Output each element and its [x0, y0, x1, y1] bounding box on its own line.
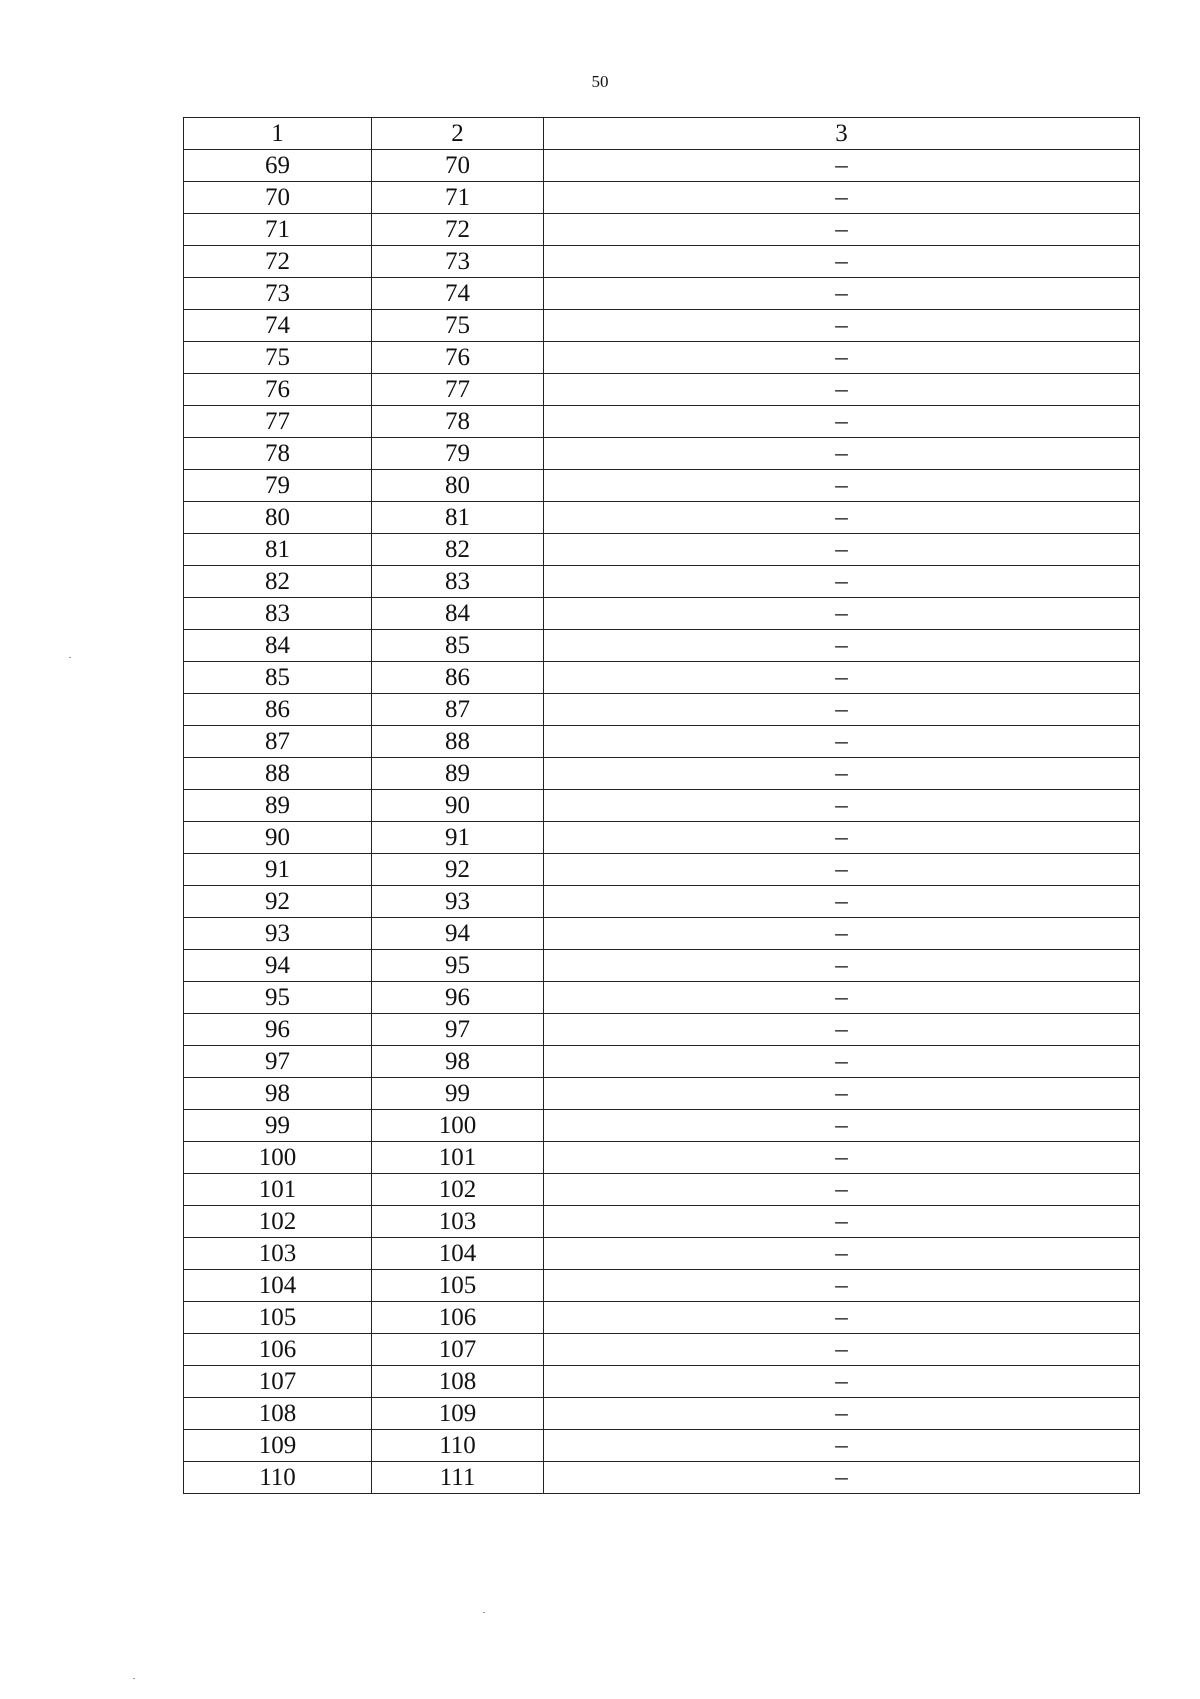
table-row — [184, 182, 1140, 214]
table-row — [184, 1174, 1140, 1206]
table-row — [184, 694, 1140, 726]
table-row — [184, 214, 1140, 246]
table-row — [184, 918, 1140, 950]
table-row — [184, 1046, 1140, 1078]
table-row — [184, 310, 1140, 342]
table-row — [184, 406, 1140, 438]
table-row — [184, 1238, 1140, 1270]
table-cell-col1: 103 — [184, 1238, 372, 1270]
table-cell-col3: – — [544, 854, 1140, 886]
table-body — [184, 118, 1140, 1494]
table-cell-col1: 99 — [184, 1110, 372, 1142]
table-cell-col3: – — [544, 246, 1140, 278]
table-cell-col3: – — [544, 534, 1140, 566]
table-row — [184, 566, 1140, 598]
table-cell-col2: 101 — [372, 1142, 544, 1174]
table-cell-col2: 111 — [372, 1462, 544, 1494]
table-cell-col1: 108 — [184, 1398, 372, 1430]
table-row — [184, 822, 1140, 854]
table-cell-col2: 91 — [372, 822, 544, 854]
table-cell-col1: 105 — [184, 1302, 372, 1334]
table-row — [184, 278, 1140, 310]
table-row — [184, 854, 1140, 886]
table-cell-col1: 106 — [184, 1334, 372, 1366]
table-cell-col3: – — [544, 1046, 1140, 1078]
table-cell-col3: – — [544, 1238, 1140, 1270]
table-cell-col3: – — [544, 182, 1140, 214]
table-cell-col2: 78 — [372, 406, 544, 438]
table-row — [184, 1270, 1140, 1302]
table-row — [184, 598, 1140, 630]
table-cell-col3: – — [544, 1398, 1140, 1430]
table-cell-col1: 73 — [184, 278, 372, 310]
table-row — [184, 886, 1140, 918]
table-row — [184, 950, 1140, 982]
table-cell-col2: 79 — [372, 438, 544, 470]
table-cell-col3: – — [544, 150, 1140, 182]
table-cell-col1: 104 — [184, 1270, 372, 1302]
table-row — [184, 470, 1140, 502]
table-cell-col3: – — [544, 758, 1140, 790]
table-cell-col1: 77 — [184, 406, 372, 438]
table-cell-col1: 102 — [184, 1206, 372, 1238]
table-cell-col1: 98 — [184, 1078, 372, 1110]
table-cell-col2: 107 — [372, 1334, 544, 1366]
table-row — [184, 150, 1140, 182]
table-cell-col2: 89 — [372, 758, 544, 790]
table-cell-col1: 97 — [184, 1046, 372, 1078]
table-row — [184, 502, 1140, 534]
table-cell-col1: 101 — [184, 1174, 372, 1206]
table-cell-col3: – — [544, 278, 1140, 310]
table-cell-col1: 88 — [184, 758, 372, 790]
scan-speck — [133, 1678, 135, 1679]
table-cell-col3: – — [544, 342, 1140, 374]
table-cell-col3: – — [544, 502, 1140, 534]
table-cell-col1: 83 — [184, 598, 372, 630]
table-row — [184, 726, 1140, 758]
table-cell-col1: 110 — [184, 1462, 372, 1494]
table-row — [184, 662, 1140, 694]
table-cell-col2: 104 — [372, 1238, 544, 1270]
table-cell-col2: 110 — [372, 1430, 544, 1462]
table-cell-col3: – — [544, 1078, 1140, 1110]
table-cell-col1: 76 — [184, 374, 372, 406]
table-row — [184, 1430, 1140, 1462]
table-cell-col1: 100 — [184, 1142, 372, 1174]
table-cell-col1: 85 — [184, 662, 372, 694]
table-cell-col2: 96 — [372, 982, 544, 1014]
table-cell-col1: 75 — [184, 342, 372, 374]
table-cell-col2: 73 — [372, 246, 544, 278]
page-number: 50 — [591, 72, 609, 91]
table-row — [184, 342, 1140, 374]
scan-speck — [69, 657, 71, 658]
table-cell-col1: 94 — [184, 950, 372, 982]
table-cell-col1: 109 — [184, 1430, 372, 1462]
table-cell-col2: 97 — [372, 1014, 544, 1046]
table-cell-col1: 74 — [184, 310, 372, 342]
table-row — [184, 758, 1140, 790]
table-cell-col2: 87 — [372, 694, 544, 726]
table-cell-col2: 93 — [372, 886, 544, 918]
table-cell-col3: – — [544, 630, 1140, 662]
scan-speck — [483, 1612, 485, 1613]
table-cell-col2: 102 — [372, 1174, 544, 1206]
table-cell-col1: 80 — [184, 502, 372, 534]
table-cell-col2: 106 — [372, 1302, 544, 1334]
table-cell-col2: 80 — [372, 470, 544, 502]
table-row — [184, 982, 1140, 1014]
table-cell-col2: 86 — [372, 662, 544, 694]
table-cell-col1: 92 — [184, 886, 372, 918]
table-cell-col2: 71 — [372, 182, 544, 214]
table-row — [184, 790, 1140, 822]
table-cell-col2: 70 — [372, 150, 544, 182]
table-cell-col2: 88 — [372, 726, 544, 758]
table-cell-col3: – — [544, 1334, 1140, 1366]
table-row — [184, 1398, 1140, 1430]
table-cell-col1: 107 — [184, 1366, 372, 1398]
table-cell-col3: – — [544, 790, 1140, 822]
table-cell-col2: 81 — [372, 502, 544, 534]
table-cell-col2: 83 — [372, 566, 544, 598]
table-cell-col2: 77 — [372, 374, 544, 406]
header-cell-2: 2 — [372, 118, 544, 150]
table-cell-col3: – — [544, 726, 1140, 758]
table-cell-col3: – — [544, 886, 1140, 918]
table-row — [184, 1110, 1140, 1142]
table-cell-col2: 75 — [372, 310, 544, 342]
table-cell-col2: 74 — [372, 278, 544, 310]
table-row — [184, 1302, 1140, 1334]
table-row — [184, 246, 1140, 278]
table-cell-col2: 85 — [372, 630, 544, 662]
table-cell-col2: 84 — [372, 598, 544, 630]
table-cell-col3: – — [544, 566, 1140, 598]
table-row — [184, 1142, 1140, 1174]
table-cell-col3: – — [544, 1430, 1140, 1462]
table-cell-col2: 90 — [372, 790, 544, 822]
table-cell-col3: – — [544, 438, 1140, 470]
table-cell-col2: 82 — [372, 534, 544, 566]
table-cell-col3: – — [544, 214, 1140, 246]
table-row — [184, 1334, 1140, 1366]
table-cell-col3: – — [544, 822, 1140, 854]
table-cell-col3: – — [544, 918, 1140, 950]
table-cell-col3: – — [544, 1206, 1140, 1238]
table-cell-col3: – — [544, 1174, 1140, 1206]
table-cell-col2: 108 — [372, 1366, 544, 1398]
table-cell-col3: – — [544, 1462, 1140, 1494]
table-cell-col1: 71 — [184, 214, 372, 246]
table-row — [184, 630, 1140, 662]
table-cell-col3: – — [544, 662, 1140, 694]
table-cell-col3: – — [544, 470, 1140, 502]
table-cell-col3: – — [544, 694, 1140, 726]
table-cell-col3: – — [544, 1142, 1140, 1174]
table-header-row — [184, 118, 1140, 150]
table-row — [184, 438, 1140, 470]
table-cell-col1: 93 — [184, 918, 372, 950]
table-cell-col3: – — [544, 374, 1140, 406]
table-cell-col1: 78 — [184, 438, 372, 470]
table-row — [184, 1366, 1140, 1398]
table-row — [184, 1014, 1140, 1046]
table-cell-col2: 99 — [372, 1078, 544, 1110]
table-cell-col2: 109 — [372, 1398, 544, 1430]
table-cell-col2: 103 — [372, 1206, 544, 1238]
table-cell-col1: 90 — [184, 822, 372, 854]
table-cell-col1: 87 — [184, 726, 372, 758]
table-cell-col2: 94 — [372, 918, 544, 950]
table-cell-col2: 72 — [372, 214, 544, 246]
table-cell-col2: 105 — [372, 1270, 544, 1302]
table-cell-col1: 82 — [184, 566, 372, 598]
table-cell-col2: 95 — [372, 950, 544, 982]
table-cell-col1: 95 — [184, 982, 372, 1014]
table-cell-col1: 79 — [184, 470, 372, 502]
table-row — [184, 1206, 1140, 1238]
table-cell-col3: – — [544, 950, 1140, 982]
table-cell-col1: 91 — [184, 854, 372, 886]
table-cell-col1: 84 — [184, 630, 372, 662]
table-cell-col1: 81 — [184, 534, 372, 566]
table-cell-col3: – — [544, 1014, 1140, 1046]
table-cell-col3: – — [544, 982, 1140, 1014]
header-cell-1: 1 — [184, 118, 372, 150]
table-cell-col3: – — [544, 406, 1140, 438]
table-cell-col3: – — [544, 1366, 1140, 1398]
table-row — [184, 374, 1140, 406]
table-cell-col3: – — [544, 1302, 1140, 1334]
data-table — [183, 117, 1140, 1494]
table-cell-col2: 76 — [372, 342, 544, 374]
table-cell-col1: 89 — [184, 790, 372, 822]
table-cell-col3: – — [544, 1110, 1140, 1142]
table-row — [184, 1462, 1140, 1494]
table-row — [184, 534, 1140, 566]
table-cell-col3: – — [544, 310, 1140, 342]
table-cell-col1: 70 — [184, 182, 372, 214]
table-cell-col2: 100 — [372, 1110, 544, 1142]
header-cell-3: 3 — [544, 118, 1140, 150]
table-cell-col2: 92 — [372, 854, 544, 886]
table-cell-col2: 98 — [372, 1046, 544, 1078]
table-cell-col1: 69 — [184, 150, 372, 182]
table-row — [184, 1078, 1140, 1110]
table-cell-col3: – — [544, 1270, 1140, 1302]
table-cell-col1: 96 — [184, 1014, 372, 1046]
table-cell-col3: – — [544, 598, 1140, 630]
table-cell-col1: 72 — [184, 246, 372, 278]
table-cell-col1: 86 — [184, 694, 372, 726]
